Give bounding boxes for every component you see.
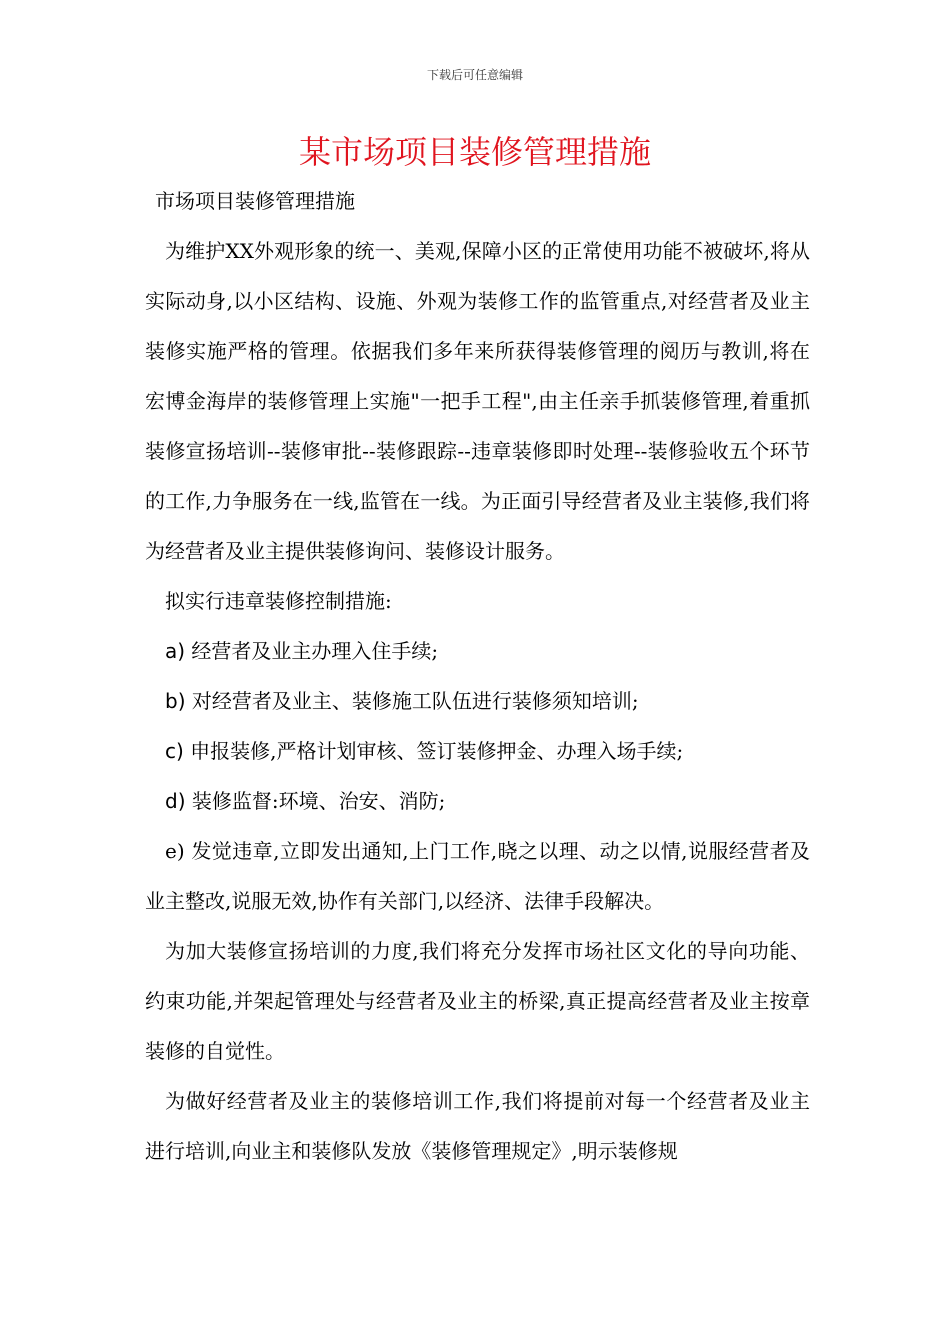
document-title: 某市场项目装修管理措施 [298, 133, 651, 171]
list-item [145, 776, 810, 826]
list-marker: c) [165, 739, 184, 763]
list-item [145, 626, 810, 676]
list-item [145, 726, 810, 776]
paragraph-training: 为加大装修宣扬培训的力度,我们将充分发挥市场社区文化的导向功能、约束功能,并架起管理处与经营者及业主的桥梁,真正提高经营者及业主按章装修的自觉性。 [145, 939, 810, 1063]
list-item-text: 经营者及业主办理入住手续; [191, 639, 439, 663]
list-item [145, 676, 810, 726]
list-item-text: 装修监督:环境、治安、消防; [191, 789, 446, 813]
list-item [145, 826, 810, 926]
paragraph-training-detail: 为做好经营者及业主的装修培训工作,我们将提前对每一个经营者及业主进行培训,向业主和装修队发放《装修管理规定》,明示装修规 [145, 1089, 810, 1163]
list-item-text: 发觉违章,立即发出通知,上门工作,晓之以理、动之以情,说服经营者及业主整改,说服无效,协作有关部门,以经济、法律手段解决。 [145, 839, 811, 913]
list-marker: a) [165, 639, 186, 663]
list-marker: b) [165, 689, 186, 713]
paragraph-measures-intro: 拟实行违章装修控制措施: [165, 589, 392, 613]
list-item-text: 申报装修,严格计划审核、签订装修押金、办理入场手续; [190, 739, 684, 763]
document-body [145, 176, 810, 1176]
list-marker: e) [165, 839, 185, 863]
header-note: 下载后可任意编辑 [426, 68, 523, 82]
list-item-text: 对经营者及业主、装修施工队伍进行装修须知培训; [191, 689, 639, 713]
subtitle: 市场项目装修管理措施 [155, 189, 355, 213]
paragraph-intro: 为维护XX外观形象的统一、美观,保障小区的正常使用功能不被破坏,将从实际动身,以小区结构、设施、外观为装修工作的监管重点,对经营者及业主装修实施严格的管理。依据我们多年来所获得装修管理的阅历与教训,将在宏博金海岸的装修管理上实施"一把手工程",由主任亲手抓装修管理,着重抓装修宣扬培训--装修审批--装修跟踪--违章装修即时处理--装修验收五个环节的工作,力争服务在一线,监管在一线。为正面引导经营者及业主装修,我们将为经营者及业主提供装修询问、装修设计服务。 [145, 239, 810, 563]
list-marker: d) [165, 789, 186, 813]
